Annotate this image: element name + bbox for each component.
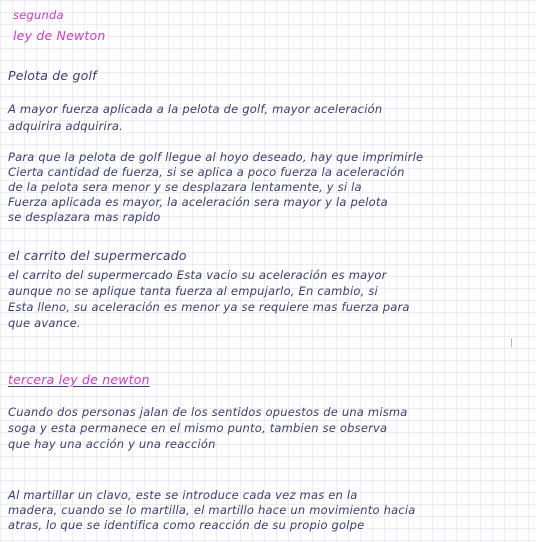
section1-p2-line-4: Fuerza aplicada es mayor, la aceleración sera mayor y la pelota bbox=[8, 195, 388, 209]
section1-p2-line-3: de la pelota sera menor y se desplazara lentamente, y si la bbox=[8, 180, 362, 194]
section3-p2-line-2: madera, cuando se lo martilla, el martillo hace un movimiento hacia bbox=[8, 503, 416, 517]
header-line-1: segunda bbox=[13, 8, 64, 22]
section3-p1-line-3: que hay una acción y una reacción bbox=[8, 437, 216, 451]
section3-p2-line-1: Al martillar un clavo, este se introduce cada vez mas en la bbox=[8, 488, 358, 502]
section2-p1-line-1: el carrito del supermercado Esta vacio su aceleración es mayor bbox=[8, 268, 387, 282]
section1-title: Pelota de golf bbox=[8, 68, 97, 83]
header-line-2: ley de Newton bbox=[13, 28, 106, 43]
section2-p1-line-4: que avance. bbox=[8, 316, 81, 330]
margin-tick-mark: | bbox=[510, 338, 514, 348]
section1-p2-line-2: Cierta cantidad de fuerza, si se aplica a poco fuerza la aceleración bbox=[8, 165, 405, 179]
section3-p1-line-2: soga y esta permanece en el mismo punto, tambien se observa bbox=[8, 421, 388, 435]
section2-title: el carrito del supermercado bbox=[8, 248, 187, 263]
section1-p1-line-1: A mayor fuerza aplicada a la pelota de golf, mayor aceleración bbox=[8, 102, 383, 116]
section3-p2-line-3: atras, lo que se identifica como reacción de su propio golpe bbox=[8, 518, 365, 532]
section3-p1-line-1: Cuando dos personas jalan de los sentidos opuestos de una misma bbox=[8, 405, 408, 419]
section1-p2-line-1: Para que la pelota de golf llegue al hoyo deseado, hay que imprimirle bbox=[8, 150, 424, 164]
section1-p1-line-2: adquirira adquirira. bbox=[8, 119, 123, 133]
section2-p1-line-2: aunque no se aplique tanta fuerza al empujarlo, En cambio, si bbox=[8, 284, 378, 298]
section3-title: tercera ley de newton bbox=[8, 372, 150, 387]
section2-p1-line-3: Esta lleno, su aceleración es menor ya se requiere mas fuerza para bbox=[8, 300, 410, 314]
section1-p2-line-5: se desplazara mas rapido bbox=[8, 210, 161, 224]
